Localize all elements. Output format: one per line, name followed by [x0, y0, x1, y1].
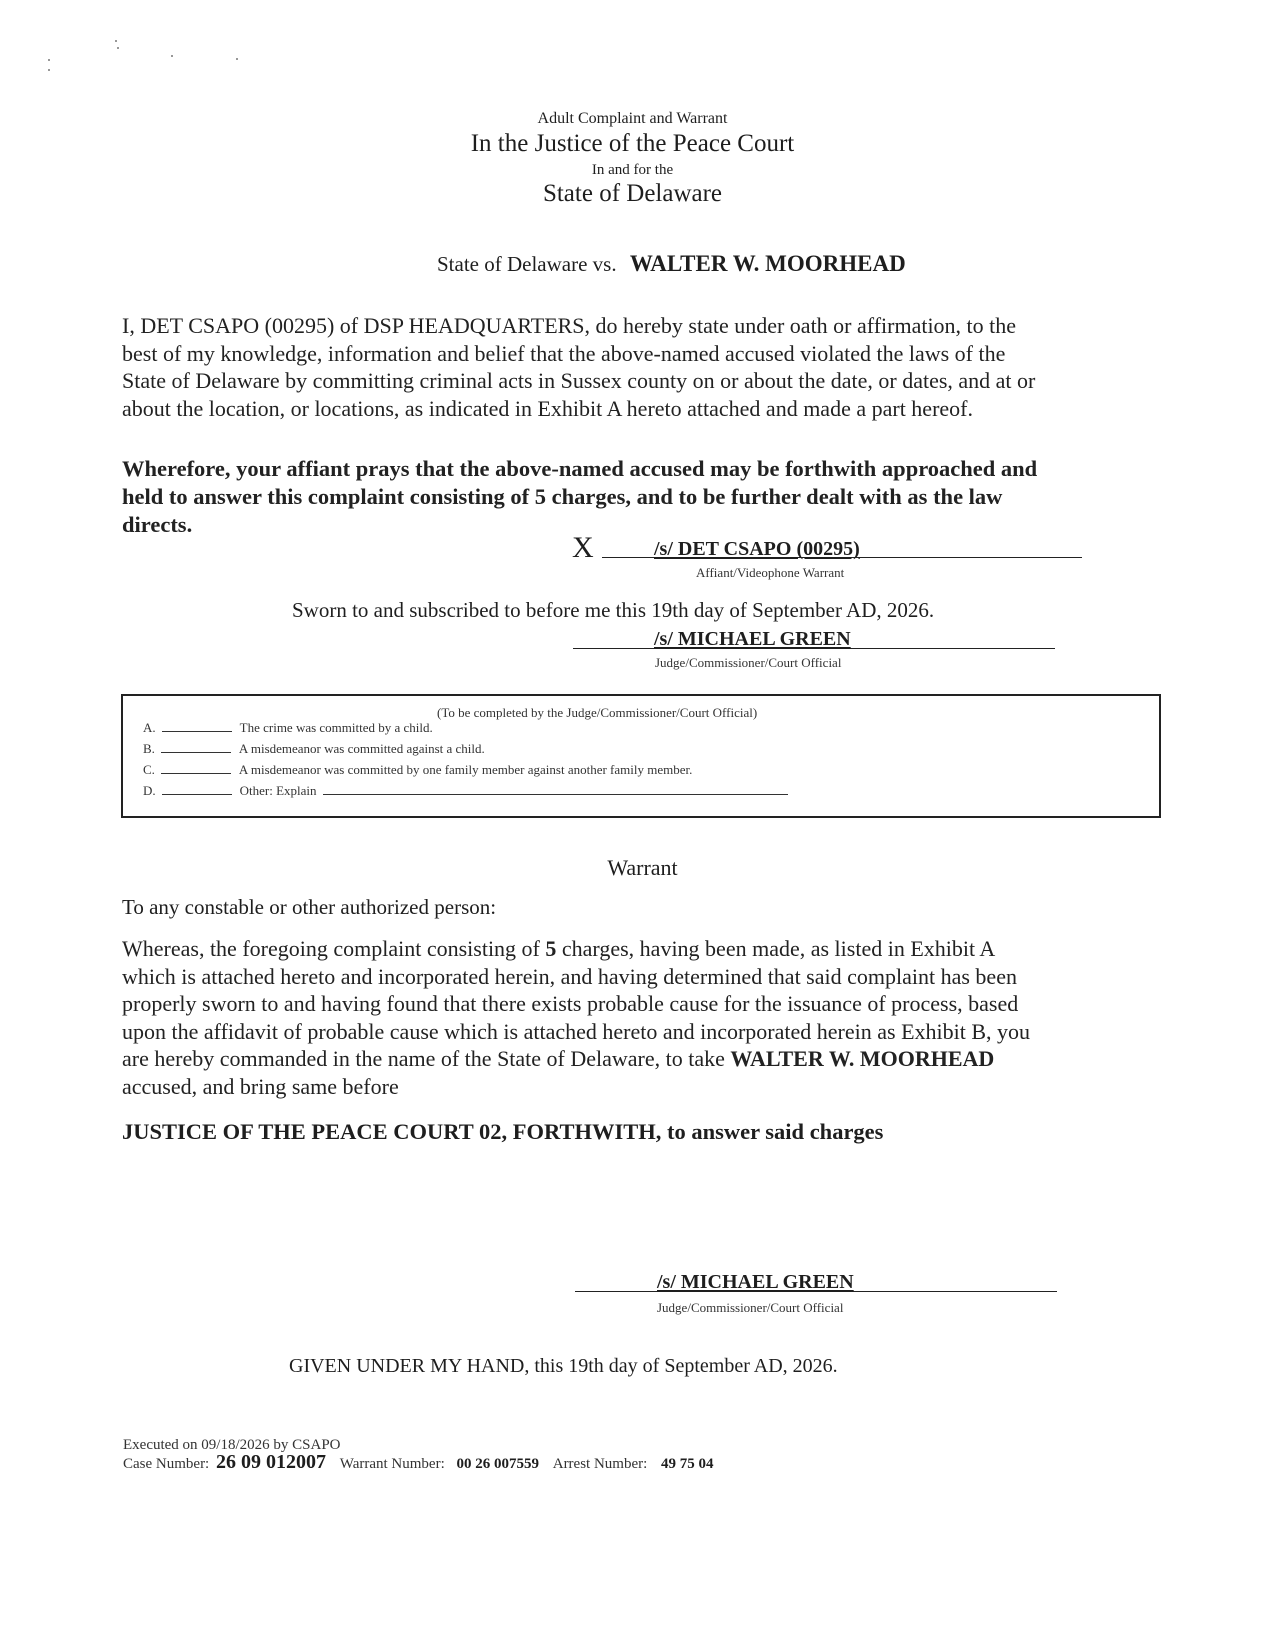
- court-directive: JUSTICE OF THE PEACE COURT 02, FORTHWITH, to answer said charges: [122, 1119, 884, 1144]
- scan-speck: [48, 59, 50, 61]
- charge-count: 5: [545, 936, 557, 961]
- warrant-number: 00 26 007559: [456, 1456, 539, 1472]
- arrest-number: 49 75 04: [661, 1456, 714, 1472]
- case-caption: [437, 251, 906, 277]
- warrant-line-text: charges, having been made, as listed in Exhibit A: [556, 936, 996, 961]
- checklist-item-a: [143, 720, 433, 736]
- accused-name: WALTER W. MOORHEAD: [730, 1046, 995, 1071]
- warrant-line: properly sworn to and having found that there exists probable cause for the issuance of process, based: [122, 991, 1019, 1016]
- warrant-judge-caption: Judge/Commissioner/Court Official: [657, 1300, 844, 1315]
- item-blank[interactable]: [162, 731, 232, 732]
- executed-line: Executed on 09/18/2026 by CSAPO: [123, 1437, 341, 1453]
- item-letter: B.: [143, 741, 155, 756]
- statement-line: I, DET CSAPO (00295) of DSP HEADQUARTERS, do hereby state under oath or affirmation, to the: [122, 313, 1017, 338]
- scan-speck: [115, 40, 117, 42]
- checklist-item-d: [143, 783, 788, 799]
- case-number: 26 09 012007: [215, 1451, 326, 1473]
- statement-line: State of Delaware by committing criminal acts in Sussex county on or about the date, or dates, and at or: [122, 368, 1036, 393]
- court-line: In the Justice of the Peace Court: [470, 130, 795, 157]
- prayer-paragraph: [122, 455, 1167, 539]
- judge-signature: /s/ MICHAEL GREEN: [654, 628, 851, 650]
- warrant-number-label: Warrant Number:: [339, 1456, 445, 1472]
- checklist-item-b: [143, 741, 485, 757]
- box-instruction: (To be completed by the Judge/Commissioner/Court Official): [437, 705, 758, 720]
- warrant-line: [122, 935, 1167, 963]
- item-letter: A.: [143, 720, 156, 735]
- state-line: State of Delaware: [542, 180, 723, 207]
- warrant-line-text: are hereby commanded in the name of the State of Delaware, to take: [122, 1046, 731, 1071]
- item-blank[interactable]: [161, 752, 231, 753]
- checklist-item-c: [143, 762, 692, 778]
- official-checklist-box: [121, 694, 1161, 818]
- explain-blank[interactable]: [323, 794, 788, 795]
- accused-name: WALTER W. MOORHEAD: [629, 251, 906, 276]
- affiant-signature: /s/ DET CSAPO (00295): [654, 538, 860, 560]
- warrant-body: [122, 935, 1167, 1100]
- warrant-line-text: Whereas, the foregoing complaint consisting of: [122, 936, 546, 961]
- item-letter: C.: [143, 762, 155, 777]
- affiant-caption: Affiant/Videophone Warrant: [696, 565, 845, 580]
- prayer-line: Wherefore, your affiant prays that the above-named accused may be forthwith approached and: [122, 456, 1038, 481]
- scan-speck: [48, 69, 50, 71]
- warrant-line: [122, 1045, 1167, 1073]
- warrant-heading: Warrant: [607, 855, 678, 880]
- arrest-number-label: Arrest Number:: [552, 1456, 648, 1472]
- form-title: Adult Complaint and Warrant: [537, 110, 728, 127]
- prayer-line: held to answer this complaint consisting of 5 charges, and to be further dealt with as the law: [122, 484, 1003, 509]
- sworn-statement: Sworn to and subscribed to before me this 19th day of September AD, 2026.: [292, 598, 935, 622]
- item-text: A misdemeanor was committed against a child.: [238, 741, 485, 756]
- warrant-salutation: To any constable or other authorized person:: [122, 895, 497, 919]
- statement-line: about the location, or locations, as indicated in Exhibit A hereto attached and made a part hereof.: [122, 395, 973, 421]
- warrant-line: upon the affidavit of probable cause which is attached hereto and incorporated herein as Exhibit B, you: [122, 1018, 1031, 1044]
- prayer-line: directs.: [122, 512, 193, 537]
- statement-line: best of my knowledge, information and belief that the above-named accused violated the laws of the: [122, 340, 1006, 366]
- warrant-line: accused, and bring same before: [122, 1073, 399, 1099]
- item-text: Other: Explain: [239, 783, 317, 798]
- given-under-hand: GIVEN UNDER MY HAND, this 19th day of September AD, 2026.: [289, 1355, 838, 1377]
- scan-speck: [117, 47, 119, 49]
- scan-speck: [171, 55, 173, 57]
- complaint-statement: [122, 312, 1167, 422]
- warrant-judge-signature: /s/ MICHAEL GREEN: [657, 1271, 854, 1293]
- affiant-mark: X: [572, 531, 594, 564]
- item-letter: D.: [143, 783, 156, 798]
- warrant-line: which is attached hereto and incorporated herein, and having determined that said complaint has been: [122, 963, 1017, 989]
- scan-speck: [236, 58, 238, 60]
- item-text: A misdemeanor was committed by one family member against another family member.: [238, 762, 693, 777]
- caption-prefix: State of Delaware vs.: [437, 252, 617, 276]
- case-numbers: [123, 1451, 714, 1474]
- item-blank[interactable]: [162, 794, 232, 795]
- item-text: The crime was committed by a child.: [239, 720, 433, 735]
- in-and-for: In and for the: [591, 162, 674, 178]
- judge-caption: Judge/Commissioner/Court Official: [655, 655, 842, 670]
- item-blank[interactable]: [161, 773, 231, 774]
- case-number-label: Case Number:: [123, 1456, 210, 1472]
